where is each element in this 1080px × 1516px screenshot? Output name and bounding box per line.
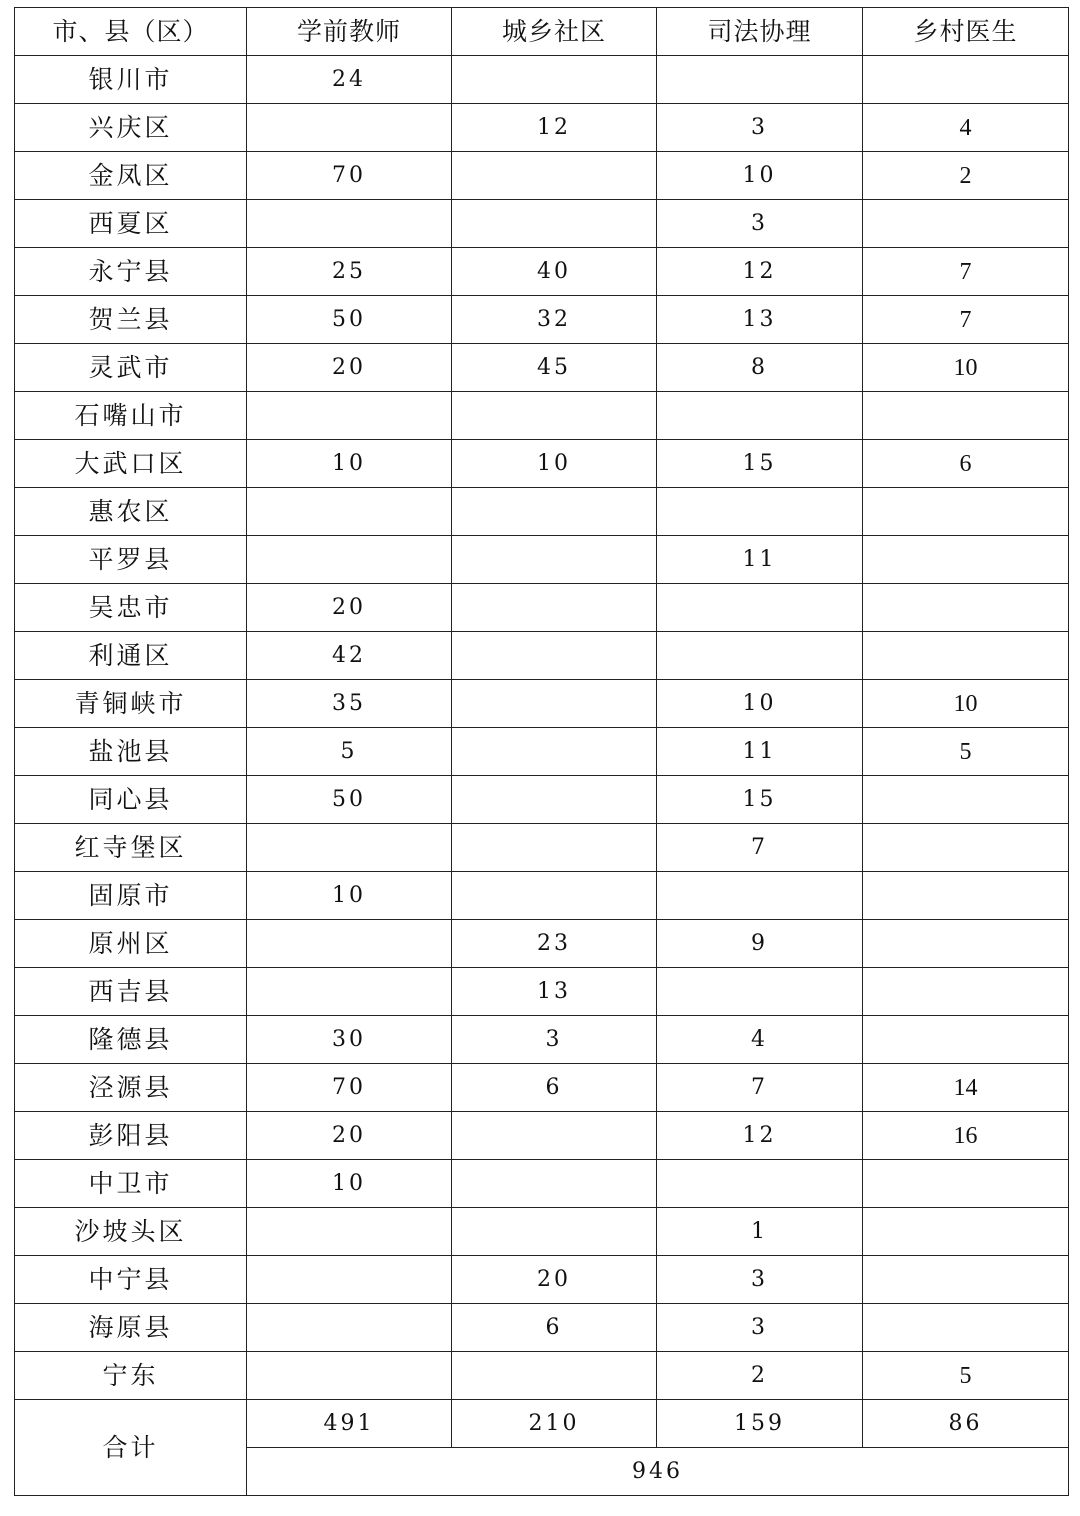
cell-village-doctor (863, 584, 1069, 632)
cell-urban-rural-community: 6 (452, 1064, 657, 1112)
cell-judicial-assistant: 3 (657, 200, 863, 248)
cell-village-doctor: 7 (863, 296, 1069, 344)
cell-village-doctor: 10 (863, 344, 1069, 392)
cell-village-doctor (863, 968, 1069, 1016)
table-row (15, 392, 1069, 440)
cell-judicial-assistant: 13 (657, 296, 863, 344)
cell-preschool-teachers: 10 (247, 440, 452, 488)
cell-village-doctor (863, 1304, 1069, 1352)
cell-village-doctor (863, 1208, 1069, 1256)
cell-judicial-assistant: 10 (657, 152, 863, 200)
cell-judicial-assistant: 4 (657, 1016, 863, 1064)
region-name: 灵武市 (15, 344, 247, 392)
cell-urban-rural-community (452, 1112, 657, 1160)
cell-urban-rural-community (452, 200, 657, 248)
allocation-table (14, 7, 1069, 1496)
cell-village-doctor: 5 (863, 728, 1069, 776)
cell-judicial-assistant (657, 1160, 863, 1208)
table-row (15, 1064, 1069, 1112)
cell-judicial-assistant (657, 56, 863, 104)
region-name: 西夏区 (15, 200, 247, 248)
region-name: 泾源县 (15, 1064, 247, 1112)
table-row (15, 680, 1069, 728)
cell-village-doctor: 6 (863, 440, 1069, 488)
cell-urban-rural-community (452, 632, 657, 680)
cell-judicial-assistant: 15 (657, 440, 863, 488)
cell-preschool-teachers: 10 (247, 1160, 452, 1208)
header-row (15, 8, 1069, 56)
region-name: 利通区 (15, 632, 247, 680)
cell-preschool-teachers (247, 392, 452, 440)
cell-urban-rural-community: 3 (452, 1016, 657, 1064)
cell-judicial-assistant: 7 (657, 824, 863, 872)
cell-judicial-assistant: 12 (657, 248, 863, 296)
cell-preschool-teachers (247, 488, 452, 536)
header-village-doctor: 乡村医生 (863, 8, 1069, 56)
table-row (15, 968, 1069, 1016)
region-name: 隆德县 (15, 1016, 247, 1064)
cell-village-doctor (863, 1016, 1069, 1064)
cell-judicial-assistant: 11 (657, 536, 863, 584)
region-name: 青铜峡市 (15, 680, 247, 728)
cell-preschool-teachers: 42 (247, 632, 452, 680)
cell-judicial-assistant (657, 872, 863, 920)
region-name: 大武口区 (15, 440, 247, 488)
cell-judicial-assistant: 11 (657, 728, 863, 776)
table-header (15, 8, 1069, 56)
cell-village-doctor: 7 (863, 248, 1069, 296)
cell-village-doctor: 2 (863, 152, 1069, 200)
cell-preschool-teachers: 30 (247, 1016, 452, 1064)
cell-preschool-teachers: 24 (247, 56, 452, 104)
table-row (15, 1160, 1069, 1208)
cell-urban-rural-community (452, 488, 657, 536)
cell-urban-rural-community (452, 1352, 657, 1400)
cell-village-doctor (863, 920, 1069, 968)
cell-judicial-assistant: 1 (657, 1208, 863, 1256)
region-name: 金凤区 (15, 152, 247, 200)
table-row (15, 1208, 1069, 1256)
cell-urban-rural-community: 6 (452, 1304, 657, 1352)
cell-village-doctor (863, 872, 1069, 920)
region-name: 西吉县 (15, 968, 247, 1016)
table-row (15, 632, 1069, 680)
cell-preschool-teachers (247, 824, 452, 872)
table-row (15, 200, 1069, 248)
cell-preschool-teachers: 35 (247, 680, 452, 728)
cell-judicial-assistant: 8 (657, 344, 863, 392)
cell-urban-rural-community: 45 (452, 344, 657, 392)
total-label: 合计 (15, 1400, 247, 1496)
cell-preschool-teachers (247, 1256, 452, 1304)
region-name: 银川市 (15, 56, 247, 104)
cell-urban-rural-community: 13 (452, 968, 657, 1016)
cell-village-doctor (863, 56, 1069, 104)
region-name: 固原市 (15, 872, 247, 920)
table-row (15, 104, 1069, 152)
cell-preschool-teachers: 50 (247, 776, 452, 824)
total-row (15, 1400, 1069, 1448)
header-preschool-teachers: 学前教师 (247, 8, 452, 56)
cell-village-doctor: 14 (863, 1064, 1069, 1112)
cell-urban-rural-community (452, 584, 657, 632)
region-name: 沙坡头区 (15, 1208, 247, 1256)
table-row (15, 584, 1069, 632)
total-judicial-assistant: 159 (657, 1400, 863, 1448)
cell-preschool-teachers (247, 200, 452, 248)
cell-judicial-assistant: 10 (657, 680, 863, 728)
cell-preschool-teachers: 50 (247, 296, 452, 344)
table-row (15, 728, 1069, 776)
region-name: 平罗县 (15, 536, 247, 584)
cell-preschool-teachers: 5 (247, 728, 452, 776)
table-row (15, 344, 1069, 392)
cell-village-doctor (863, 536, 1069, 584)
region-name: 吴忠市 (15, 584, 247, 632)
table-row (15, 248, 1069, 296)
table-row (15, 536, 1069, 584)
header-urban-rural-community: 城乡社区 (452, 8, 657, 56)
table-row (15, 872, 1069, 920)
table-row (15, 440, 1069, 488)
cell-urban-rural-community (452, 776, 657, 824)
table-row (15, 1016, 1069, 1064)
cell-judicial-assistant: 9 (657, 920, 863, 968)
table-row (15, 824, 1069, 872)
region-name: 贺兰县 (15, 296, 247, 344)
region-name: 惠农区 (15, 488, 247, 536)
region-name: 中宁县 (15, 1256, 247, 1304)
cell-urban-rural-community (452, 872, 657, 920)
total-preschool-teachers: 491 (247, 1400, 452, 1448)
cell-judicial-assistant: 7 (657, 1064, 863, 1112)
cell-village-doctor (863, 488, 1069, 536)
region-name: 海原县 (15, 1304, 247, 1352)
cell-preschool-teachers (247, 920, 452, 968)
region-name: 红寺堡区 (15, 824, 247, 872)
table-row (15, 56, 1069, 104)
cell-judicial-assistant (657, 392, 863, 440)
cell-preschool-teachers (247, 1208, 452, 1256)
cell-village-doctor (863, 632, 1069, 680)
cell-judicial-assistant: 15 (657, 776, 863, 824)
cell-urban-rural-community: 10 (452, 440, 657, 488)
cell-urban-rural-community: 12 (452, 104, 657, 152)
cell-village-doctor (863, 824, 1069, 872)
region-name: 彭阳县 (15, 1112, 247, 1160)
cell-village-doctor: 16 (863, 1112, 1069, 1160)
cell-judicial-assistant: 2 (657, 1352, 863, 1400)
cell-judicial-assistant (657, 632, 863, 680)
cell-judicial-assistant (657, 584, 863, 632)
cell-village-doctor: 5 (863, 1352, 1069, 1400)
table-row (15, 488, 1069, 536)
cell-preschool-teachers: 20 (247, 1112, 452, 1160)
cell-urban-rural-community: 20 (452, 1256, 657, 1304)
cell-urban-rural-community (452, 152, 657, 200)
cell-preschool-teachers (247, 968, 452, 1016)
region-name: 宁东 (15, 1352, 247, 1400)
cell-preschool-teachers (247, 1304, 452, 1352)
cell-preschool-teachers: 20 (247, 584, 452, 632)
region-name: 石嘴山市 (15, 392, 247, 440)
cell-preschool-teachers: 20 (247, 344, 452, 392)
total-urban-rural-community: 210 (452, 1400, 657, 1448)
grand-total: 946 (247, 1448, 1069, 1496)
cell-urban-rural-community (452, 56, 657, 104)
table-row (15, 1352, 1069, 1400)
cell-urban-rural-community: 23 (452, 920, 657, 968)
table-row (15, 920, 1069, 968)
cell-judicial-assistant (657, 968, 863, 1016)
cell-urban-rural-community: 40 (452, 248, 657, 296)
table-row (15, 152, 1069, 200)
region-name: 同心县 (15, 776, 247, 824)
table-row (15, 776, 1069, 824)
table-row (15, 1304, 1069, 1352)
cell-urban-rural-community (452, 1160, 657, 1208)
table-footer (15, 1400, 1069, 1496)
cell-village-doctor (863, 200, 1069, 248)
cell-urban-rural-community (452, 824, 657, 872)
cell-village-doctor: 10 (863, 680, 1069, 728)
table-body (15, 56, 1069, 1400)
cell-preschool-teachers (247, 1352, 452, 1400)
cell-village-doctor: 4 (863, 104, 1069, 152)
cell-judicial-assistant (657, 488, 863, 536)
cell-urban-rural-community: 32 (452, 296, 657, 344)
cell-judicial-assistant: 12 (657, 1112, 863, 1160)
cell-urban-rural-community (452, 536, 657, 584)
cell-preschool-teachers: 10 (247, 872, 452, 920)
table-row (15, 1256, 1069, 1304)
cell-preschool-teachers (247, 104, 452, 152)
cell-urban-rural-community (452, 728, 657, 776)
cell-preschool-teachers (247, 536, 452, 584)
cell-preschool-teachers: 25 (247, 248, 452, 296)
cell-village-doctor (863, 1256, 1069, 1304)
region-name: 永宁县 (15, 248, 247, 296)
cell-preschool-teachers: 70 (247, 152, 452, 200)
cell-judicial-assistant: 3 (657, 104, 863, 152)
table-row (15, 296, 1069, 344)
cell-village-doctor (863, 392, 1069, 440)
header-region: 市、县（区） (15, 8, 247, 56)
total-village-doctor: 86 (863, 1400, 1069, 1448)
cell-village-doctor (863, 776, 1069, 824)
cell-village-doctor (863, 1160, 1069, 1208)
region-name: 兴庆区 (15, 104, 247, 152)
region-name: 中卫市 (15, 1160, 247, 1208)
header-judicial-assistant: 司法协理 (657, 8, 863, 56)
cell-preschool-teachers: 70 (247, 1064, 452, 1112)
cell-urban-rural-community (452, 1208, 657, 1256)
cell-urban-rural-community (452, 680, 657, 728)
region-name: 原州区 (15, 920, 247, 968)
cell-judicial-assistant: 3 (657, 1304, 863, 1352)
region-name: 盐池县 (15, 728, 247, 776)
cell-urban-rural-community (452, 392, 657, 440)
table-row (15, 1112, 1069, 1160)
cell-judicial-assistant: 3 (657, 1256, 863, 1304)
